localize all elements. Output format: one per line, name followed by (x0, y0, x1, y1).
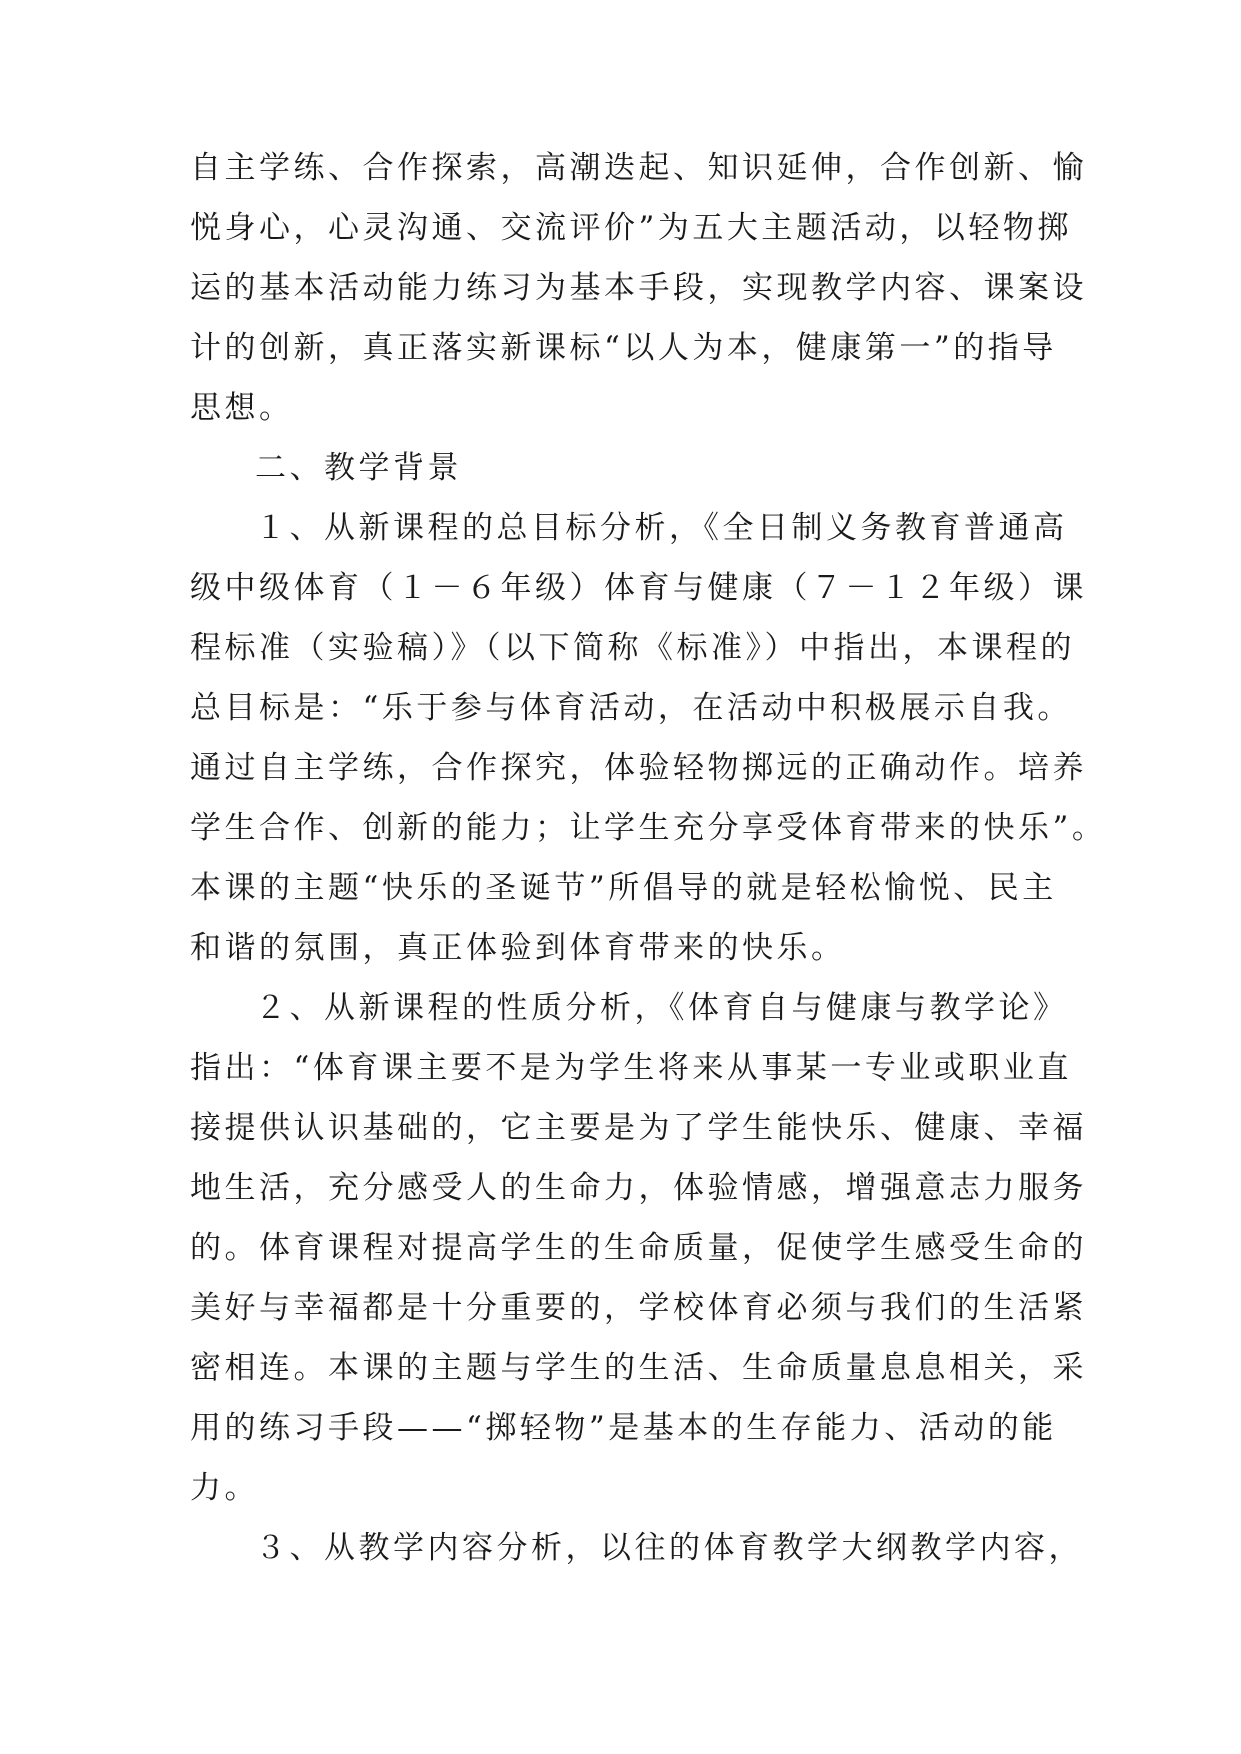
body-text-line: 美好与幸福都是十分重要的，学校体育必须与我们的生活紧 (190, 1290, 1087, 1326)
body-text-line: 密相连。本课的主题与学生的生活、生命质量息息相关，采 (190, 1350, 1087, 1386)
body-text-line: 自主学练、合作探索，高潮迭起、知识延伸，合作创新、愉 (190, 150, 1087, 186)
body-text-line: 的。体育课程对提高学生的生命质量，促使学生感受生命的 (190, 1230, 1087, 1266)
body-text-line: 运的基本活动能力练习为基本手段，实现教学内容、课案设 (190, 270, 1087, 306)
section-heading: 二、教学背景 (255, 450, 462, 486)
body-text-line: ３、从教学内容分析，以往的体育教学大纲教学内容， (255, 1530, 1083, 1566)
body-text-line: 地生活，充分感受人的生命力，体验情感，增强意志力服务 (190, 1170, 1087, 1206)
body-text-line: 级中级体育（１－６年级）体育与健康（７－１２年级）课 (190, 570, 1087, 606)
body-text-line: 接提供认识基础的，它主要是为了学生能快乐、健康、幸福 (190, 1110, 1087, 1146)
body-text-line: ２、从新课程的性质分析，《体育自与健康与教学论》 (255, 990, 1068, 1026)
body-text-line: 计的创新，真正落实新课标“以人为本，健康第一”的指导 (190, 330, 1057, 366)
body-text-line: 指出：“体育课主要不是为学生将来从事某一专业或职业直 (190, 1050, 1072, 1086)
body-text-line: 用的练习手段——“掷轻物”是基本的生存能力、活动的能 (190, 1410, 1057, 1446)
body-text-line: 悦身心，心灵沟通、交流评价”为五大主题活动，以轻物掷 (190, 210, 1072, 246)
body-text-line: 程标准（实验稿）》（以下简称《标准》）中指出，本课程的 (190, 630, 1075, 666)
body-text-line: 和谐的氛围，真正体验到体育带来的快乐。 (190, 930, 846, 966)
body-text-line: 力。 (190, 1470, 259, 1506)
body-text-line: 总目标是：“乐于参与体育活动，在活动中积极展示自我。 (190, 690, 1072, 726)
body-text-line: 思想。 (190, 390, 294, 426)
body-text-line: 本课的主题“快乐的圣诞节”所倡导的就是轻松愉悦、民主 (190, 870, 1057, 906)
body-text-line: 学生合作、创新的能力；让学生充分享受体育带来的快乐”。 (190, 810, 1107, 846)
body-text-line: １、从新课程的总目标分析，《全日制义务教育普通高 (255, 510, 1068, 546)
body-text-line: 通过自主学练，合作探究，体验轻物掷远的正确动作。培养 (190, 750, 1087, 786)
